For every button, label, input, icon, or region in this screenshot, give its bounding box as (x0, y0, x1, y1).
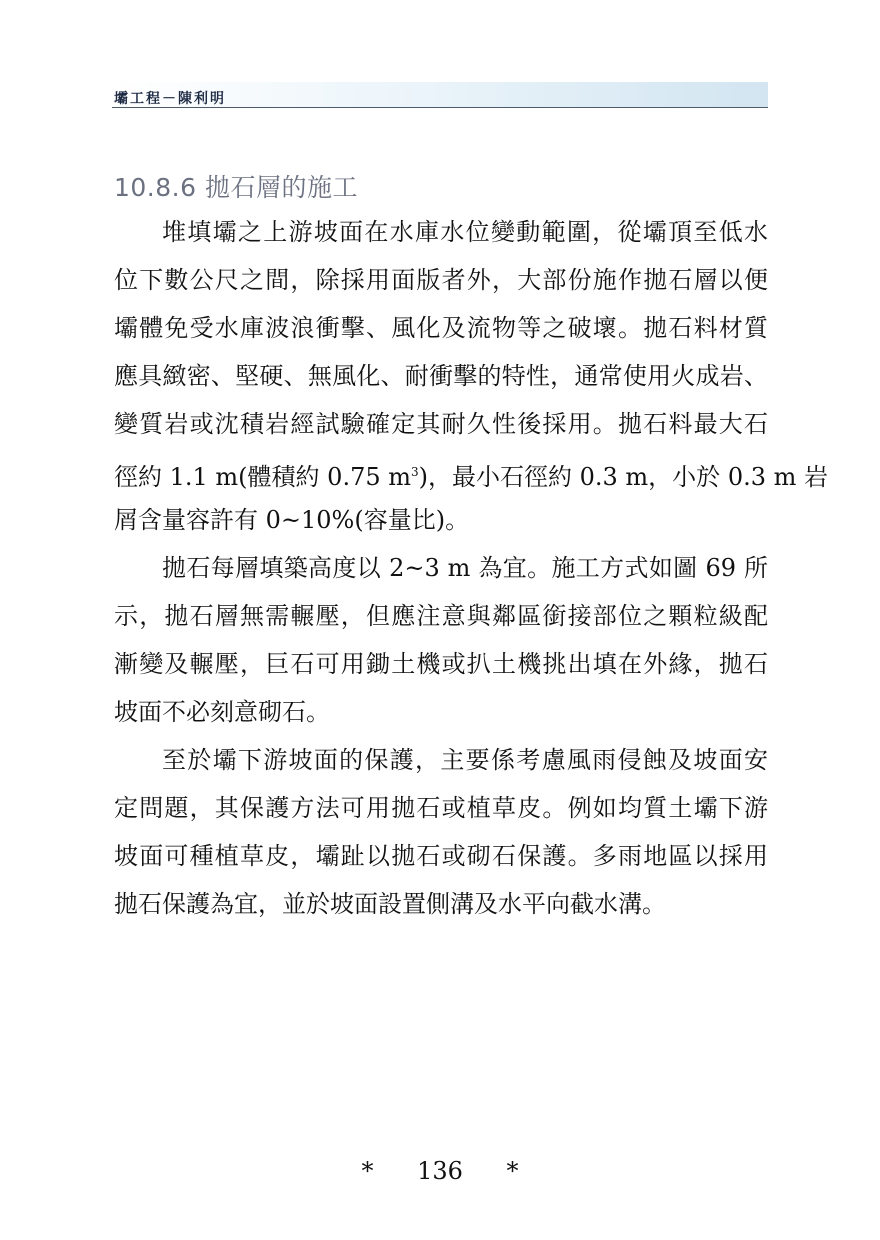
paragraph-line-with-superscript (114, 452, 828, 492)
paragraph-line: 拋石每層填築高度以 2~3 m 為宜。施工方式如圖 69 所 (162, 554, 768, 582)
paragraph-line: 拋石保護為宜，並於坡面設置側溝及水平向截水溝。 (114, 890, 666, 918)
running-header-title: 壩工程－陳利明 (114, 91, 226, 107)
paragraph-line: 坡面不必刻意砌石。 (114, 698, 330, 726)
paragraph-line: 定問題，其保護方法可用拋石或植草皮。例如均質土壩下游 (114, 794, 768, 822)
paragraph-line: 坡面可種植草皮，壩趾以拋石或砌石保護。多雨地區以採用 (114, 842, 768, 870)
paragraph-line: 位下數公尺之間，除採用面版者外，大部份施作拋石層以便 (114, 266, 768, 294)
page-footer (0, 1157, 880, 1185)
paragraph-line: 應具緻密、堅硬、無風化、耐衝擊的特性，通常使用火成岩、 (114, 362, 768, 390)
paragraph-line: 壩體免受水庫波浪衝擊、風化及流物等之破壞。拋石料材質 (114, 314, 768, 342)
paragraph-line: 示，拋石層無需輾壓，但應注意與鄰區銜接部位之顆粒級配 (114, 602, 768, 630)
paragraph-line: 變質岩或沈積岩經試驗確定其耐久性後採用。拋石料最大石 (114, 410, 768, 438)
superscript-cubic: 3 (411, 465, 419, 479)
paragraph-line: 屑含量容許有 0~10%(容量比)。 (114, 506, 470, 534)
footer-left-mark: * (361, 1157, 374, 1185)
header-rule (112, 107, 768, 108)
line-text-before-sup: 徑約 1.1 m(體積約 0.75 m (114, 463, 411, 491)
paragraph-line: 漸變及輾壓，巨石可用鋤土機或扒土機挑出填在外緣，拋石 (114, 650, 768, 678)
paragraph-line: 堆填壩之上游坡面在水庫水位變動範圍，從壩頂至低水 (162, 218, 768, 246)
page-number: 136 (417, 1157, 463, 1185)
line-text-after-sup: )，最小石徑約 0.3 m，小於 0.3 m 岩 (418, 463, 828, 491)
paragraph-line: 至於壩下游坡面的保護，主要係考慮風雨侵蝕及坡面安 (162, 746, 768, 774)
section-heading: 10.8.6 拋石層的施工 (114, 173, 358, 202)
footer-right-mark: * (506, 1157, 519, 1185)
